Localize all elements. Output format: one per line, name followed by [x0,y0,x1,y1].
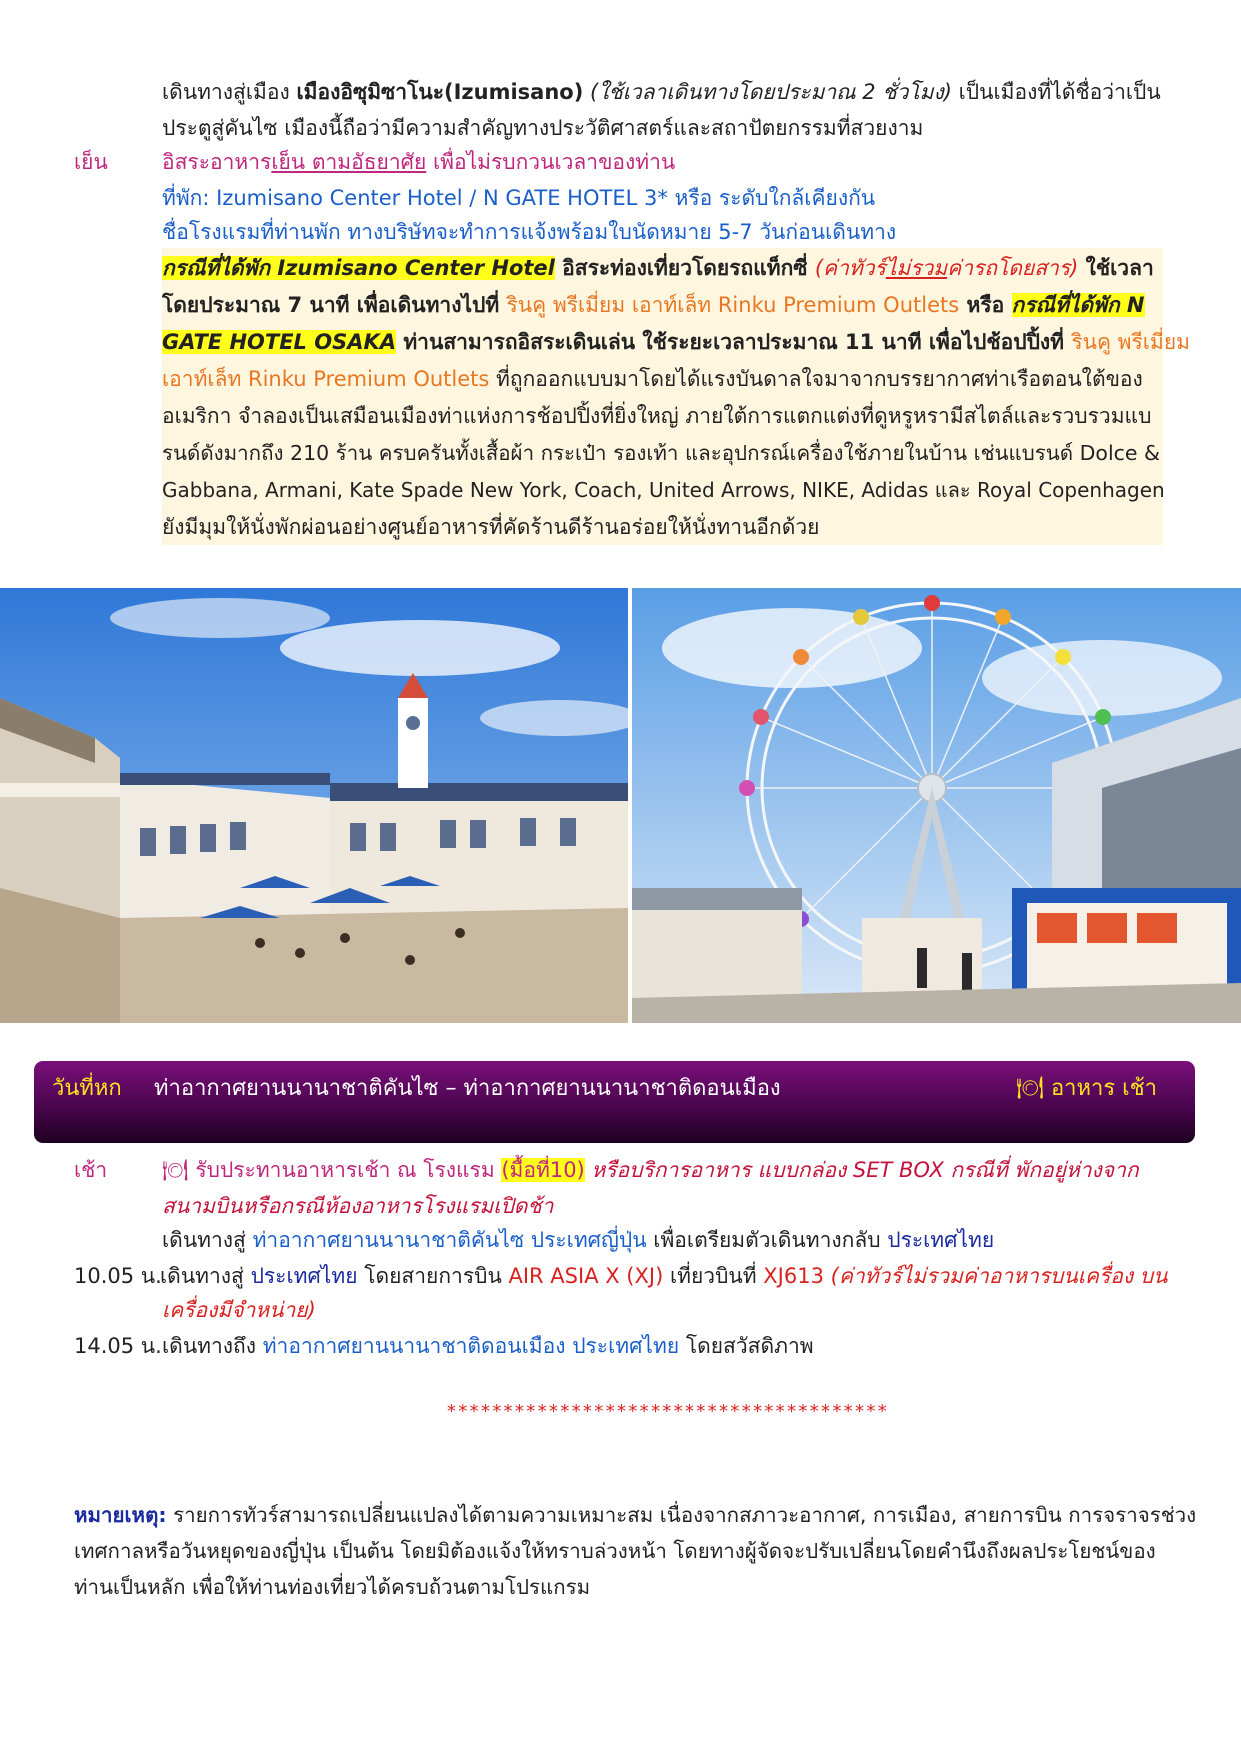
airport-transfer-line [162,1222,994,1258]
outlet-mall-image [0,588,628,1023]
flight-number: XJ613 [763,1264,824,1288]
text: อิสระอาหาร [162,150,272,174]
evening-meal [162,144,675,180]
highlight: กรณีที่ได้พัก N [1011,293,1145,317]
note: ค่ารถโดยสาร) [947,256,1079,280]
outlet-para-line-1 [162,250,1154,286]
highlight: กรณีที่ได้พัก Izumisano Center Hotel [162,256,555,280]
outlet-para-line-7: Gabbana, Armani, Kate Spade New York, Coach, United Arrows, NIKE, Adidas และ Royal Copenhagen [162,478,1165,502]
country-name: ประเทศไทย [887,1228,995,1252]
morning-label: เช้า [74,1158,108,1182]
flight-time: 10.05 น. [74,1264,162,1288]
text: เดินทางสู่ [160,1264,251,1288]
airline-name: AIR ASIA X (XJ) [508,1264,664,1288]
arrival-line [162,1328,814,1364]
text: เย็น ตามอัธยาศัย [271,150,427,174]
city-name: เมืองอิซุมิซาโนะ(Izumisano) [296,80,584,104]
route-title: ท่าอากาศยานนานาชาติคันไซ – ท่าอากาศยานนานาชาติดอนเมือง [154,1076,781,1101]
outlet-mall-photo [0,588,628,1023]
text: เพื่อเตรียมตัวเดินทางกลับ [646,1228,888,1252]
note: ไม่รวม [885,256,948,280]
breakfast-line [162,1152,1139,1188]
airport-name: ท่าอากาศยานนานาชาติคันไซ ประเทศญี่ปุ่น [252,1228,647,1252]
remark-line-1 [74,1497,1196,1533]
remark-line-3: ท่านเป็นหลัก เพื่อให้ท่านท่องเที่ยวได้ครบถ้วนตามโปรแกรม [74,1575,591,1599]
set-box-note: หรือบริการอาหาร แบบกล่อง SET BOX กรณีที่ พักอยู่ห่างจาก [584,1158,1139,1182]
text: 🍽 รับประทานอาหารเช้า ณ โรงแรม [162,1158,502,1182]
meal-note: (ค่าทัวร์ไม่รวมค่าอาหารบนเครื่อง บน [823,1264,1168,1288]
meals-badge: 🍽 อาหาร เช้า [1016,1076,1157,1101]
day-six-header [34,1061,1195,1143]
divider-stars: *************************************** [446,1401,889,1422]
text: เพื่อไม่รบกวนเวลาของท่าน [426,150,676,174]
arrival-time: 14.05 น. [74,1334,162,1358]
remark-label: หมายเหตุ: [74,1503,167,1527]
flight-line-2: เครื่องมีจำหน่าย) [162,1298,316,1322]
duration-note: (ใช้เวลาเดินทางโดยประมาณ 2 ชั่วโมง) [583,80,952,104]
text: อิสระท่องเที่ยวโดยรถแท็กซี่ [554,256,815,280]
hotel-notice: ชื่อโรงแรมที่ท่านพัก ทางบริษัทจะทำการแจ้งพร้อมใบนัดหมาย 5-7 วันก่อนเดินทาง [162,220,897,244]
meal-number: (มื้อที่10) [501,1158,585,1182]
day-label: วันที่หก [52,1076,122,1101]
airport-name: ท่าอากาศยานนานาชาติดอนเมือง ประเทศไทย [262,1334,680,1358]
text: เดินทางถึง [162,1334,263,1358]
text: โดยประมาณ 7 นาที เพื่อเดินทางไปที่ [162,293,507,317]
breakfast-line-2: สนามบินหรือกรณีห้องอาหารโรงแรมเปิดช้า [162,1194,554,1218]
text: ท่านสามารถอิสระเดินเล่น ใช้ระยะเวลาประมาณ 11 นาที เพื่อไปช้อปปิ้งที่ [396,330,1072,354]
text: เที่ยวบินที่ [663,1264,764,1288]
outlet-name: รินคู พรีเมี่ยม เอาท์เล็ท Rinku Premium Outlets [506,293,960,317]
text: โดยสวัสดิภาพ [679,1334,814,1358]
ferris-wheel-image [632,588,1241,1023]
ferris-wheel-photo [632,588,1241,1023]
outlet-name: เอาท์เล็ท Rinku Premium Outlets [162,367,490,391]
outlet-para-line-6: รนด์ดังมากถึง 210 ร้าน ครบครันทั้งเสื้อผ้า กระเป๋า รองเท้า และอุปกรณ์เครื่องใช้ภายในบ้าน เช่นแบรนด์ Dolce & [162,441,1161,465]
outlet-para-line-4 [162,361,1143,397]
flight-line [160,1258,1167,1294]
travel-line-1 [162,74,1161,110]
note: (ค่าทัวร์ [814,256,886,280]
text: รายการทัวร์สามารถเปลี่ยนแปลงได้ตามความเหมาะสม เนื่องจากสภาวะอากาศ, การเมือง, สายการบิน การจราจรช่วง [166,1503,1197,1527]
text: หรือ [959,293,1012,317]
text: เดินทางสู่เมือง [162,80,297,104]
text: โดยสายการบิน [357,1264,509,1288]
remark-line-2: เทศกาลหรือวันหยุดของญี่ปุ่น เป็นต้น โดยมิต้องแจ้งให้ทราบล่วงหน้า โดยทางผู้จัดจะปรับเปลี่ยนโดยคำนึงถึงผลประโยชน์ของ [74,1539,1156,1563]
outlet-para-line-2 [162,287,1145,323]
country-name: ประเทศไทย [250,1264,358,1288]
text: เดินทางสู่ [162,1228,253,1252]
outlet-para-line-3 [162,324,1190,360]
text: เป็นเมืองที่ได้ชื่อว่าเป็น [951,80,1161,104]
outlet-name: รินคู พรีเมี่ยม [1071,330,1190,354]
evening-label: เย็น [74,150,108,174]
highlight: GATE HOTEL OSAKA [162,330,397,354]
text: ใช้เวลา [1078,256,1154,280]
outlet-para-line-8: ยังมีมุมให้นั่งพักผ่อนอย่างศูนย์อาหารที่คัดร้านดีร้านอร่อยให้นั่งทานอีกด้วย [162,515,820,539]
outlet-para-line-5: อเมริกา จำลองเป็นเสมือนเมืองท่าแห่งการช้อปปิ้งที่ยิ่งใหญ่ ภายใต้การแตกแต่งที่ดูหรูหรามีสไตล์และรวบรวมแบ [162,404,1152,428]
text: ที่ถูกออกแบบมาโดยได้แรงบันดาลใจมาจากบรรยากาศท่าเรือตอนใต้ของ [489,367,1143,391]
hotel-line: ที่พัก: Izumisano Center Hotel / N GATE HOTEL 3* หรือ ระดับใกล้เคียงกัน [162,186,876,210]
travel-line-2: ประตูสู่คันไซ เมืองนี้ถือว่ามีความสำคัญทางประวัติศาสตร์และสถาปัตยกรรมที่สวยงาม [162,116,924,140]
